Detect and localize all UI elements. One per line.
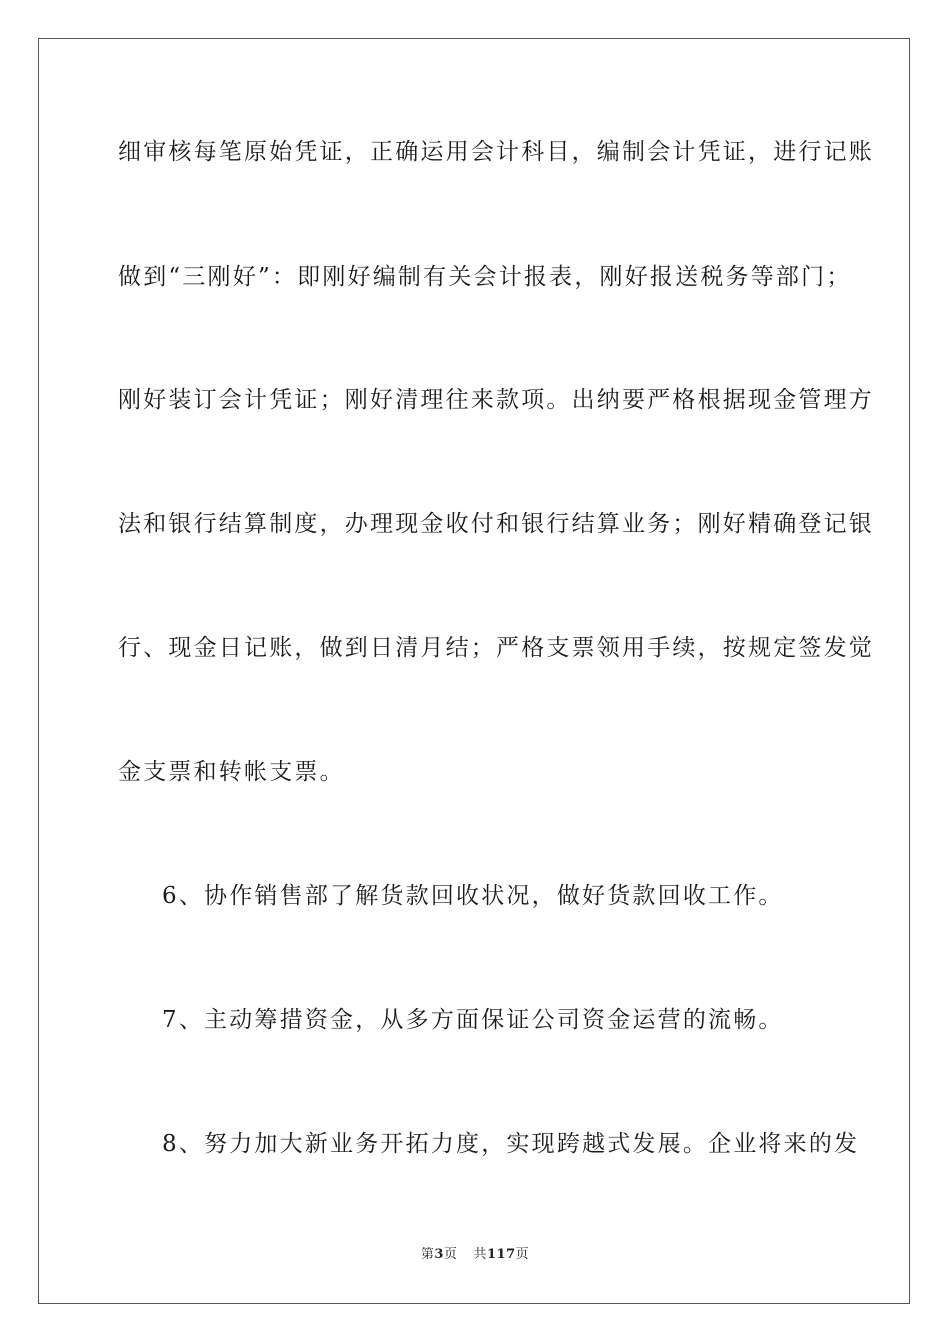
list-item-7: 7、主动筹措资金，从多方面保证公司资金运营的流畅。	[162, 1007, 784, 1033]
body-line-6: 金支票和转帐支票。	[118, 759, 345, 785]
page-border	[38, 38, 910, 1304]
page-number: 3	[434, 1247, 444, 1262]
total-pages-label: 共117页	[473, 1247, 530, 1262]
body-line-4: 法和银行结算制度，办理现金收付和银行结算业务；刚好精确登记银	[118, 511, 874, 537]
page-footer	[0, 1246, 950, 1264]
body-line-1: 细审核每笔原始凭证，正确运用会计科目，编制会计凭证，进行记账	[118, 139, 874, 165]
body-line-5: 行、现金日记账，做到日清月结；严格支票领用手续，按规定签发觉	[118, 635, 874, 661]
body-line-3: 刚好装订会计凭证；刚好清理往来款项。出纳要严格根据现金管理方	[118, 387, 874, 413]
page-number-label: 第3页	[420, 1247, 458, 1262]
list-item-6: 6、协作销售部了解货款回收状况，做好货款回收工作。	[162, 883, 784, 909]
total-pages: 117	[486, 1247, 516, 1262]
list-item-8: 8、努力加大新业务开拓力度，实现跨越式发展。企业将来的发	[162, 1131, 860, 1157]
body-line-2: 做到“三刚好”：即刚好编制有关会计报表，刚好报送税务等部门；	[118, 264, 852, 290]
